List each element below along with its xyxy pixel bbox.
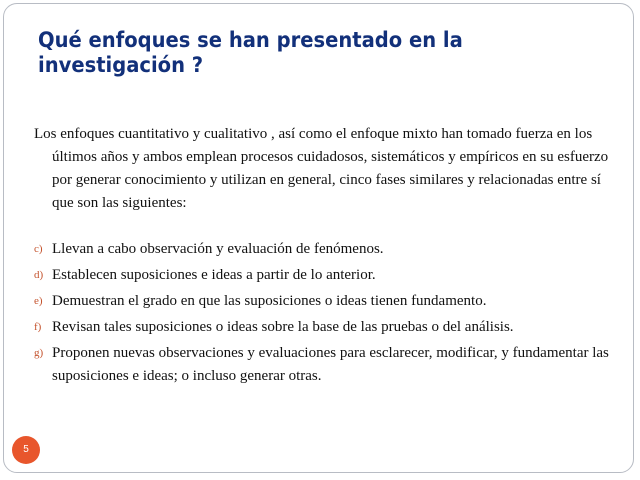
list-marker: f) [34, 321, 42, 333]
list-item [34, 238, 619, 261]
list-item [34, 342, 619, 388]
list-item [34, 290, 619, 313]
list-item-text: Establecen suposiciones e ideas a partir de lo anterior. [52, 267, 376, 283]
slide-title: Qué enfoques se han presentado en la investigación ? [38, 28, 463, 77]
intro-text: Los enfoques cuantitativo y cualitativo , así como el enfoque mixto han tomado fuerza en los últimos años y ambos emplean procesos cuidadosos, sistemáticos y empíricos en su esfuerzo por generar conocimiento y utilizan en general, cinco fases similares y relacionadas entre sí que son las siguientes: [34, 126, 609, 211]
phases-list [34, 238, 619, 391]
page-number-badge: 5 [12, 436, 40, 464]
list-item-text: Demuestran el grado en que las suposiciones o ideas tienen fundamento. [52, 293, 487, 309]
list-marker: g) [34, 347, 44, 359]
list-marker: c) [34, 243, 43, 255]
list-item-text: Llevan a cabo observación y evaluación de fenómenos. [52, 241, 384, 257]
list-item-text: Revisan tales suposiciones o ideas sobre la base de las pruebas o del análisis. [52, 319, 514, 335]
list-item [34, 316, 619, 339]
intro-paragraph [34, 123, 619, 215]
list-marker: e) [34, 295, 43, 307]
list-item-text: Proponen nuevas observaciones y evaluaciones para esclarecer, modificar, y fundamentar las suposiciones e ideas; o incluso generar otras. [52, 345, 609, 384]
list-marker: d) [34, 269, 44, 281]
list-item [34, 264, 619, 287]
